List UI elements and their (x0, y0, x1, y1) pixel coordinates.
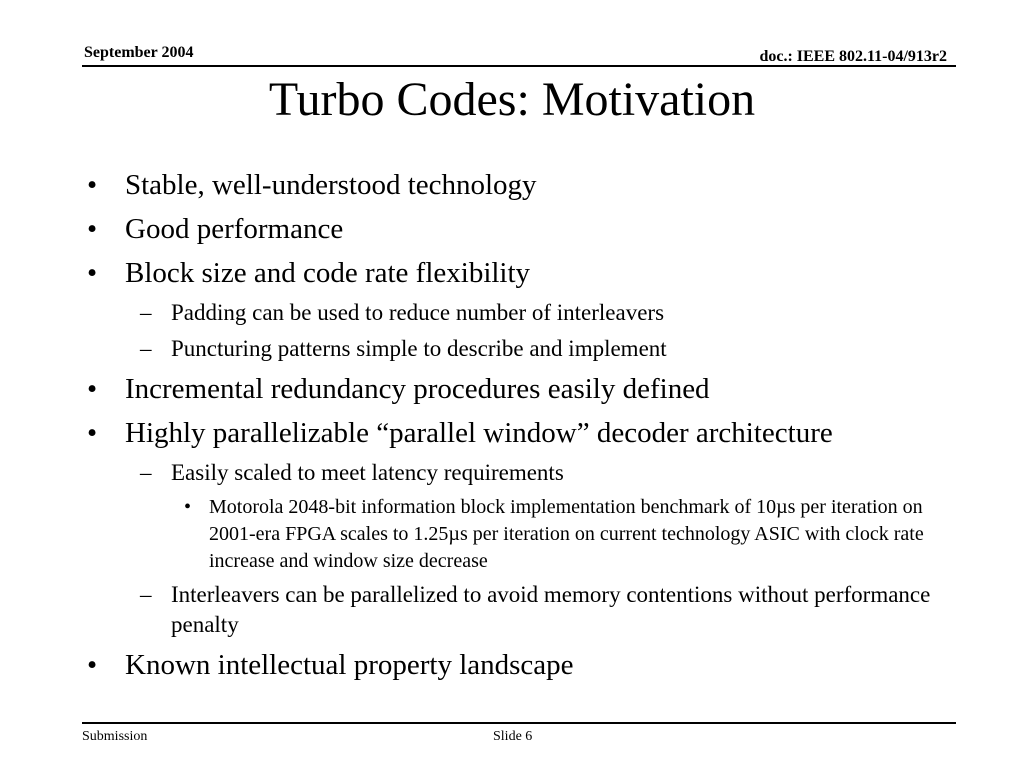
bullet-marker: • (87, 649, 98, 681)
bullet-text: Highly parallelizable “parallel window” decoder architecture (125, 417, 833, 449)
header-doc-id: doc.: IEEE 802.11-04/913r2 (759, 48, 947, 65)
bullet-marker: • (87, 373, 98, 405)
bullet-incremental-redundancy (0, 370, 1024, 408)
bullet-marker: • (184, 496, 192, 518)
sub-sub-bullet-text: Motorola 2048-bit information block implementation benchmark of 10µs per iteration on 2001-era FPGA scales to 1.25µs per iteration on current technology ASIC with clock rate increase and window size decrease (209, 496, 924, 572)
slide-body (0, 166, 1024, 690)
dash-marker: – (140, 460, 152, 485)
footer-divider (82, 722, 956, 724)
sub-bullet-padding (0, 298, 971, 328)
sub-bullet-text: Puncturing patterns simple to describe and implement (171, 336, 667, 361)
dash-marker: – (140, 582, 152, 607)
bullet-stable-technology (0, 166, 1024, 204)
slide-title: Turbo Codes: Motivation (268, 73, 756, 126)
sub-sub-bullet-motorola-benchmark (0, 494, 969, 575)
dash-marker: – (140, 300, 152, 325)
bullet-block-size-flexibility (0, 254, 1024, 292)
bullet-text: Block size and code rate flexibility (125, 257, 531, 289)
bullet-marker: • (87, 169, 98, 201)
bullet-text: Stable, well-understood technology (125, 169, 537, 201)
sub-bullet-text: Easily scaled to meet latency requirements (171, 460, 564, 485)
bullet-text: Incremental redundancy procedures easily defined (125, 373, 710, 405)
sub-bullet-interleavers-parallelized (0, 580, 971, 640)
bullet-marker: • (87, 213, 98, 245)
dash-marker: – (140, 336, 152, 361)
bullet-parallel-window (0, 414, 1024, 452)
footer-slide-number: Slide 6 (493, 729, 533, 744)
bullet-good-performance (0, 210, 1024, 248)
sub-bullet-text: Padding can be used to reduce number of interleavers (171, 300, 665, 325)
bullet-intellectual-property (0, 646, 1024, 684)
sub-bullet-text: Interleavers can be parallelized to avoid memory contentions without performance penalty (171, 582, 931, 637)
footer-submission: Submission (82, 729, 148, 744)
bullet-marker: • (87, 257, 98, 289)
header-date: September 2004 (84, 44, 194, 61)
header-divider (82, 65, 956, 67)
bullet-marker: • (87, 417, 98, 449)
bullet-text: Known intellectual property landscape (125, 649, 574, 681)
sub-bullet-latency (0, 458, 971, 488)
bullet-text: Good performance (125, 213, 344, 245)
sub-bullet-puncturing (0, 334, 971, 364)
